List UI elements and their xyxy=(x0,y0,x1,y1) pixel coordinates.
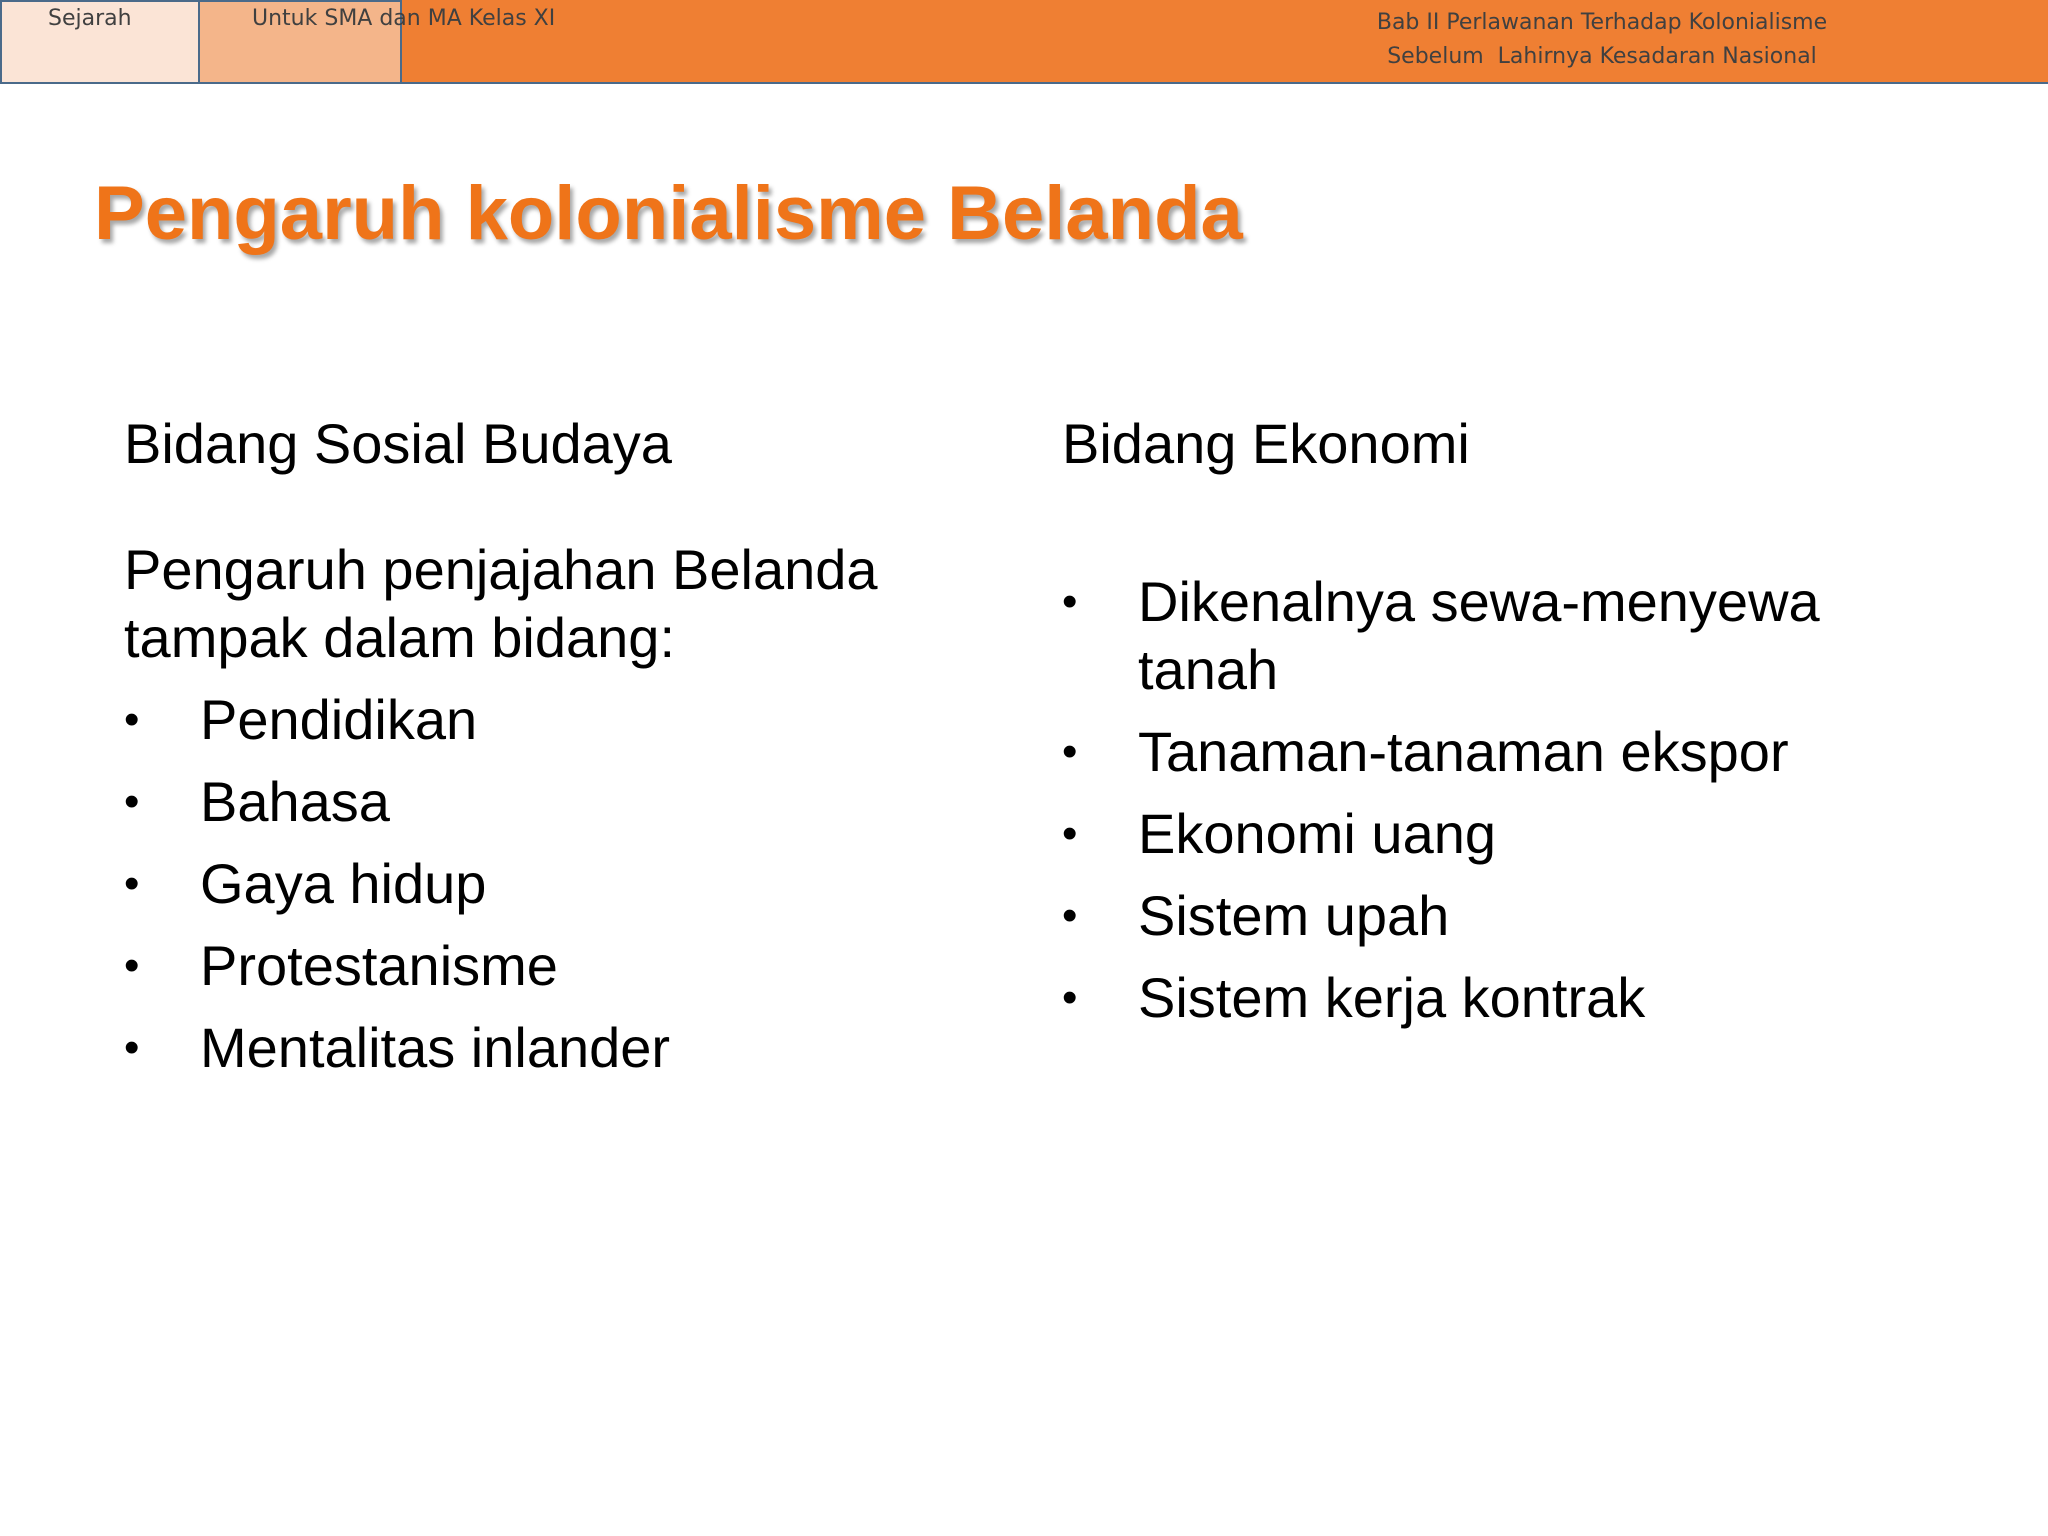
list-item-text: Mentalitas inlander xyxy=(200,1016,671,1079)
list-item-text: Bahasa xyxy=(200,770,390,833)
list-item-text: Pendidikan xyxy=(200,688,478,751)
list-item xyxy=(124,686,1004,754)
bullet-icon: • xyxy=(1062,809,1078,858)
list-item-text: Ekonomi uang xyxy=(1138,802,1497,865)
list-item xyxy=(1062,718,1942,786)
right-bullet-list xyxy=(1062,568,1942,1032)
subject-label: Sejarah xyxy=(48,6,132,31)
list-item xyxy=(1062,964,1942,1032)
right-column xyxy=(1062,410,1942,1032)
bullet-icon: • xyxy=(1062,973,1078,1022)
chapter-line-2: Sebelum Lahirnya Kesadaran Nasional xyxy=(1387,44,1817,69)
list-item xyxy=(124,850,1004,918)
subject-tab xyxy=(0,0,200,84)
list-item-text: Tanaman-tanaman ekspor xyxy=(1138,720,1789,783)
left-column-heading: Bidang Sosial Budaya xyxy=(124,412,672,475)
chapter-line-1: Bab II Perlawanan Terhadap Kolonialisme xyxy=(1376,10,1828,35)
list-item-text: Sistem upah xyxy=(1138,884,1450,947)
left-column-intro: Pengaruh penjajahan Belanda tampak dalam bidang: xyxy=(124,538,878,669)
list-item-text: Sistem kerja kontrak xyxy=(1138,966,1646,1029)
slide-title: Pengaruh kolonialisme Belanda xyxy=(94,171,1243,256)
level-label: Untuk SMA dan MA Kelas XI xyxy=(252,6,556,31)
left-bullet-list xyxy=(124,686,1004,1082)
list-item-text: Dikenalnya sewa-menyewa tanah xyxy=(1138,570,1820,701)
list-item-text: Gaya hidup xyxy=(200,852,487,915)
right-column-heading: Bidang Ekonomi xyxy=(1062,412,1470,475)
bullet-icon: • xyxy=(1062,727,1078,776)
list-item xyxy=(1062,882,1942,950)
list-item xyxy=(1062,568,1942,704)
left-column xyxy=(124,410,1004,1082)
list-item xyxy=(124,1014,1004,1082)
list-item xyxy=(124,932,1004,1000)
bullet-icon: • xyxy=(124,941,140,990)
list-item xyxy=(1062,800,1942,868)
list-item xyxy=(124,768,1004,836)
bullet-icon: • xyxy=(124,777,140,826)
bullet-icon: • xyxy=(1062,577,1078,626)
bullet-icon: • xyxy=(124,1023,140,1072)
bullet-icon: • xyxy=(124,695,140,744)
bullet-icon: • xyxy=(1062,891,1078,940)
chapter-title xyxy=(1252,6,1952,74)
list-item-text: Protestanisme xyxy=(200,934,558,997)
bullet-icon: • xyxy=(124,859,140,908)
